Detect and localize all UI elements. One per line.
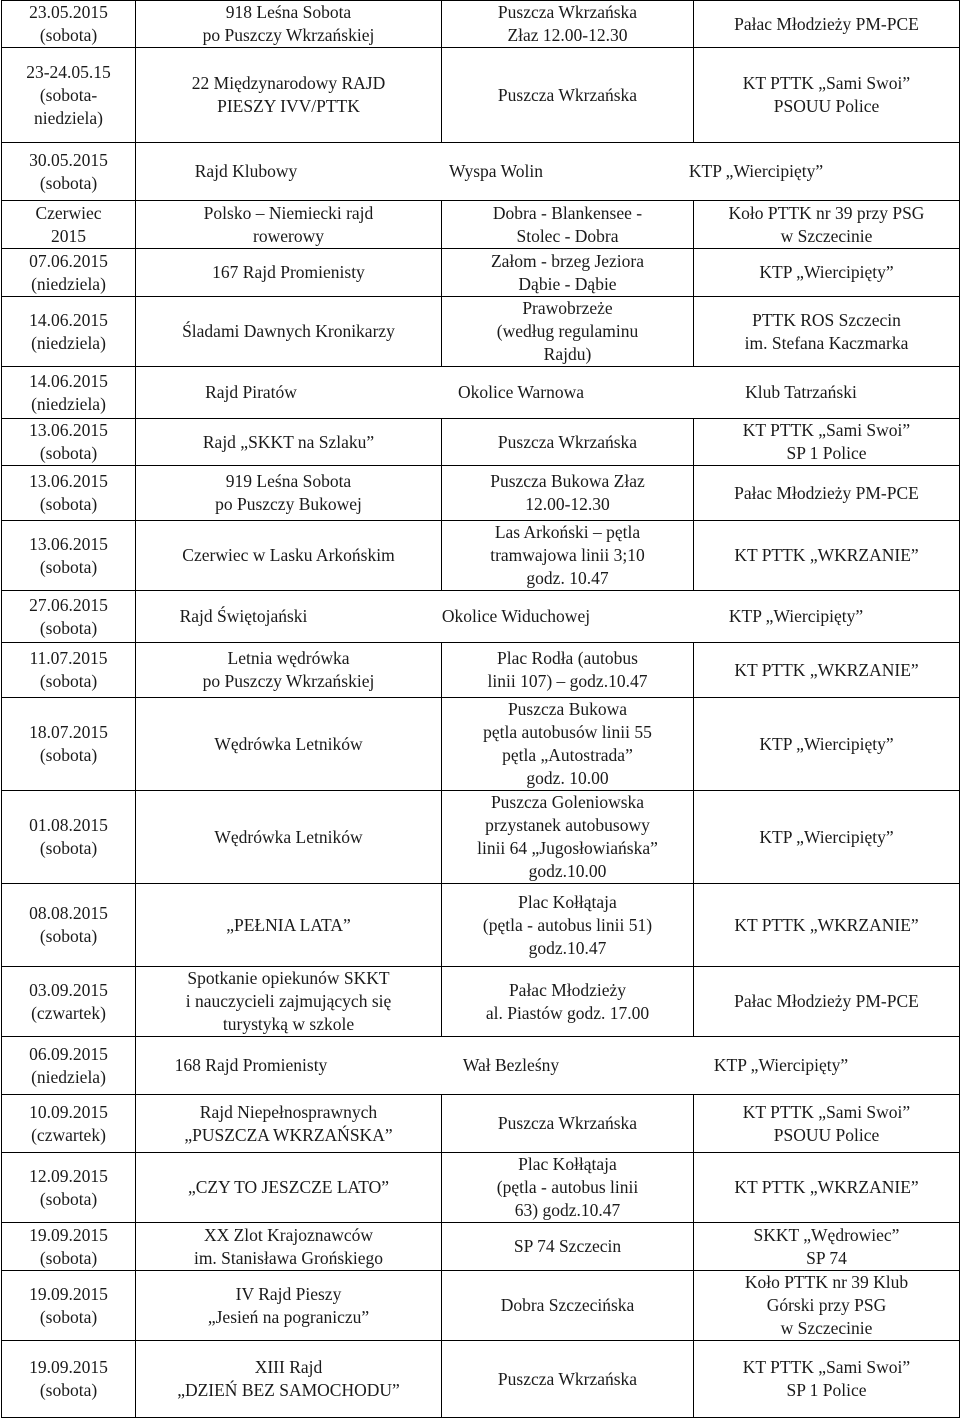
table-row (2, 884, 960, 967)
organizer-text: KTP „Wiercipięty” (728, 606, 864, 626)
event-text: Rajd Świętojański (179, 606, 308, 626)
date-cell: 06.09.2015 (niedziela) (2, 1037, 136, 1095)
organizer-cell: PTTK ROS Szczecin im. Stefana Kaczmarka (694, 297, 960, 367)
event-cell: IV Rajd Pieszy „Jesień na pograniczu” (136, 1271, 442, 1341)
event-cell: Polsko – Niemiecki rajd rowerowy (136, 201, 442, 249)
event-cell: Wędrówka Letników (136, 791, 442, 884)
organizer-cell: Pałac Młodzieży PM-PCE (694, 1, 960, 48)
table-row (2, 48, 960, 143)
event-cell: Letnia wędrówka po Puszczy Wkrzańskiej (136, 643, 442, 698)
event-cell: XX Zlot Krajoznawców im. Stanisława Grońskiego (136, 1223, 442, 1271)
event-text: 168 Rajd Promienisty (174, 1055, 328, 1075)
organizer-cell: KTP „Wiercipięty” (694, 791, 960, 884)
schedule-table (1, 0, 960, 1418)
merged-event-cell (136, 367, 960, 419)
table-row (2, 791, 960, 884)
organizer-cell: KT PTTK „Sami Swoi” SP 1 Police (694, 419, 960, 466)
table-row (2, 967, 960, 1037)
organizer-cell: KT PTTK „Sami Swoi” SP 1 Police (694, 1341, 960, 1418)
event-cell: „PEŁNIA LATA” (136, 884, 442, 967)
schedule-body (2, 1, 960, 1418)
place-cell: Dobra Szczecińska (442, 1271, 694, 1341)
event-cell: Czerwiec w Lasku Arkońskim (136, 521, 442, 591)
organizer-cell: Koło PTTK nr 39 przy PSG w Szczecinie (694, 201, 960, 249)
organizer-cell: KT PTTK „WKRZANIE” (694, 643, 960, 698)
place-cell: Las Arkoński – pętla tramwajowa linii 3;10 godz. 10.47 (442, 521, 694, 591)
organizer-cell: KT PTTK „Sami Swoi” PSOUU Police (694, 1095, 960, 1153)
place-cell: Plac Kołłątaja (pętla - autobus linii 63) godz.10.47 (442, 1153, 694, 1223)
event-cell: Wędrówka Letników (136, 698, 442, 791)
place-text: Wał Bezleśny (462, 1055, 560, 1075)
table-row (2, 643, 960, 698)
place-cell: Puszcza Bukowa pętla autobusów linii 55 pętla „Autostrada” godz. 10.00 (442, 698, 694, 791)
organizer-cell: KTP „Wiercipięty” (694, 249, 960, 297)
event-cell: Śladami Dawnych Kronikarzy (136, 297, 442, 367)
organizer-cell: KT PTTK „Sami Swoi” PSOUU Police (694, 48, 960, 143)
table-row (2, 297, 960, 367)
place-cell: SP 74 Szczecin (442, 1223, 694, 1271)
event-cell: Rajd „SKKT na Szlaku” (136, 419, 442, 466)
place-cell: Puszcza Wkrzańska (442, 419, 694, 466)
organizer-text: KTP „Wiercipięty” (713, 1055, 849, 1075)
organizer-text: Klub Tatrzański (745, 382, 857, 402)
event-cell: 22 Międzynarodowy RAJD PIESZY IVV/PTTK (136, 48, 442, 143)
date-cell: 12.09.2015 (sobota) (2, 1153, 136, 1223)
date-cell: 23.05.2015 (sobota) (2, 1, 136, 48)
date-cell: 18.07.2015 (sobota) (2, 698, 136, 791)
place-text: Okolice Warnowa (457, 382, 585, 402)
table-row (2, 591, 960, 643)
place-cell: Załom - brzeg Jeziora Dąbie - Dąbie (442, 249, 694, 297)
place-cell: Puszcza Goleniowska przystanek autobusowy linii 64 „Jugosłowiańska” godz.10.00 (442, 791, 694, 884)
event-cell: 919 Leśna Sobota po Puszczy Bukowej (136, 466, 442, 521)
date-cell: 14.06.2015 (niedziela) (2, 367, 136, 419)
organizer-cell: KTP „Wiercipięty” (694, 698, 960, 791)
date-cell: 19.09.2015 (sobota) (2, 1341, 136, 1418)
merged-event-cell (136, 1037, 960, 1095)
place-text: Okolice Widuchowej (441, 606, 591, 626)
table-row (2, 367, 960, 419)
table-row (2, 698, 960, 791)
date-cell: 19.09.2015 (sobota) (2, 1223, 136, 1271)
place-cell: Puszcza Bukowa Złaz 12.00-12.30 (442, 466, 694, 521)
date-cell: 14.06.2015 (niedziela) (2, 297, 136, 367)
table-row (2, 201, 960, 249)
table-row (2, 1153, 960, 1223)
event-cell: 167 Rajd Promienisty (136, 249, 442, 297)
event-cell: Rajd Niepełnosprawnych „PUSZCZA WKRZAŃSKA” (136, 1095, 442, 1153)
place-cell: Pałac Młodzieży al. Piastów godz. 17.00 (442, 967, 694, 1037)
table-row (2, 521, 960, 591)
place-cell: Dobra - Blankensee - Stolec - Dobra (442, 201, 694, 249)
organizer-cell: Koło PTTK nr 39 Klub Górski przy PSG w Szczecinie (694, 1271, 960, 1341)
date-cell: 11.07.2015 (sobota) (2, 643, 136, 698)
date-cell: 03.09.2015 (czwartek) (2, 967, 136, 1037)
table-row (2, 1037, 960, 1095)
organizer-cell: Pałac Młodzieży PM-PCE (694, 967, 960, 1037)
date-cell: 19.09.2015 (sobota) (2, 1271, 136, 1341)
place-cell: Plac Rodła (autobus linii 107) – godz.10.47 (442, 643, 694, 698)
place-cell: Prawobrzeże (według regulaminu Rajdu) (442, 297, 694, 367)
table-row (2, 1, 960, 48)
date-cell: 13.06.2015 (sobota) (2, 521, 136, 591)
table-row (2, 1223, 960, 1271)
event-text: Rajd Klubowy (194, 161, 298, 181)
date-cell: 08.08.2015 (sobota) (2, 884, 136, 967)
merged-event-cell (136, 143, 960, 201)
place-cell: Puszcza Wkrzańska Złaz 12.00-12.30 (442, 1, 694, 48)
place-text: Wyspa Wolin (449, 161, 543, 181)
table-row (2, 466, 960, 521)
place-cell: Plac Kołłątaja (pętla - autobus linii 51) godz.10.47 (442, 884, 694, 967)
place-cell: Puszcza Wkrzańska (442, 1341, 694, 1418)
date-cell: 27.06.2015 (sobota) (2, 591, 136, 643)
event-cell: „CZY TO JESZCZE LATO” (136, 1153, 442, 1223)
date-cell: 23-24.05.15 (sobota- niedziela) (2, 48, 136, 143)
organizer-cell: KT PTTK „WKRZANIE” (694, 884, 960, 967)
date-cell: 07.06.2015 (niedziela) (2, 249, 136, 297)
event-cell: XIII Rajd „DZIEŃ BEZ SAMOCHODU” (136, 1341, 442, 1418)
organizer-text: KTP „Wiercipięty” (688, 161, 824, 181)
place-cell: Puszcza Wkrzańska (442, 1095, 694, 1153)
event-cell: Spotkanie opiekunów SKKT i nauczycieli zajmujących się turystyką w szkole (136, 967, 442, 1037)
organizer-cell: KT PTTK „WKRZANIE” (694, 521, 960, 591)
organizer-cell: SKKT „Wędrowiec” SP 74 (694, 1223, 960, 1271)
table-row (2, 1271, 960, 1341)
event-text: Rajd Piratów (205, 382, 297, 402)
organizer-cell: Pałac Młodzieży PM-PCE (694, 466, 960, 521)
event-cell: 918 Leśna Sobota po Puszczy Wkrzańskiej (136, 1, 442, 48)
date-cell: 01.08.2015 (sobota) (2, 791, 136, 884)
merged-event-cell (136, 591, 960, 643)
table-row (2, 1341, 960, 1418)
date-cell: 13.06.2015 (sobota) (2, 419, 136, 466)
date-cell: Czerwiec 2015 (2, 201, 136, 249)
table-row (2, 419, 960, 466)
date-cell: 10.09.2015 (czwartek) (2, 1095, 136, 1153)
date-cell: 30.05.2015 (sobota) (2, 143, 136, 201)
table-row (2, 143, 960, 201)
place-cell: Puszcza Wkrzańska (442, 48, 694, 143)
date-cell: 13.06.2015 (sobota) (2, 466, 136, 521)
organizer-cell: KT PTTK „WKRZANIE” (694, 1153, 960, 1223)
table-row (2, 249, 960, 297)
table-row (2, 1095, 960, 1153)
